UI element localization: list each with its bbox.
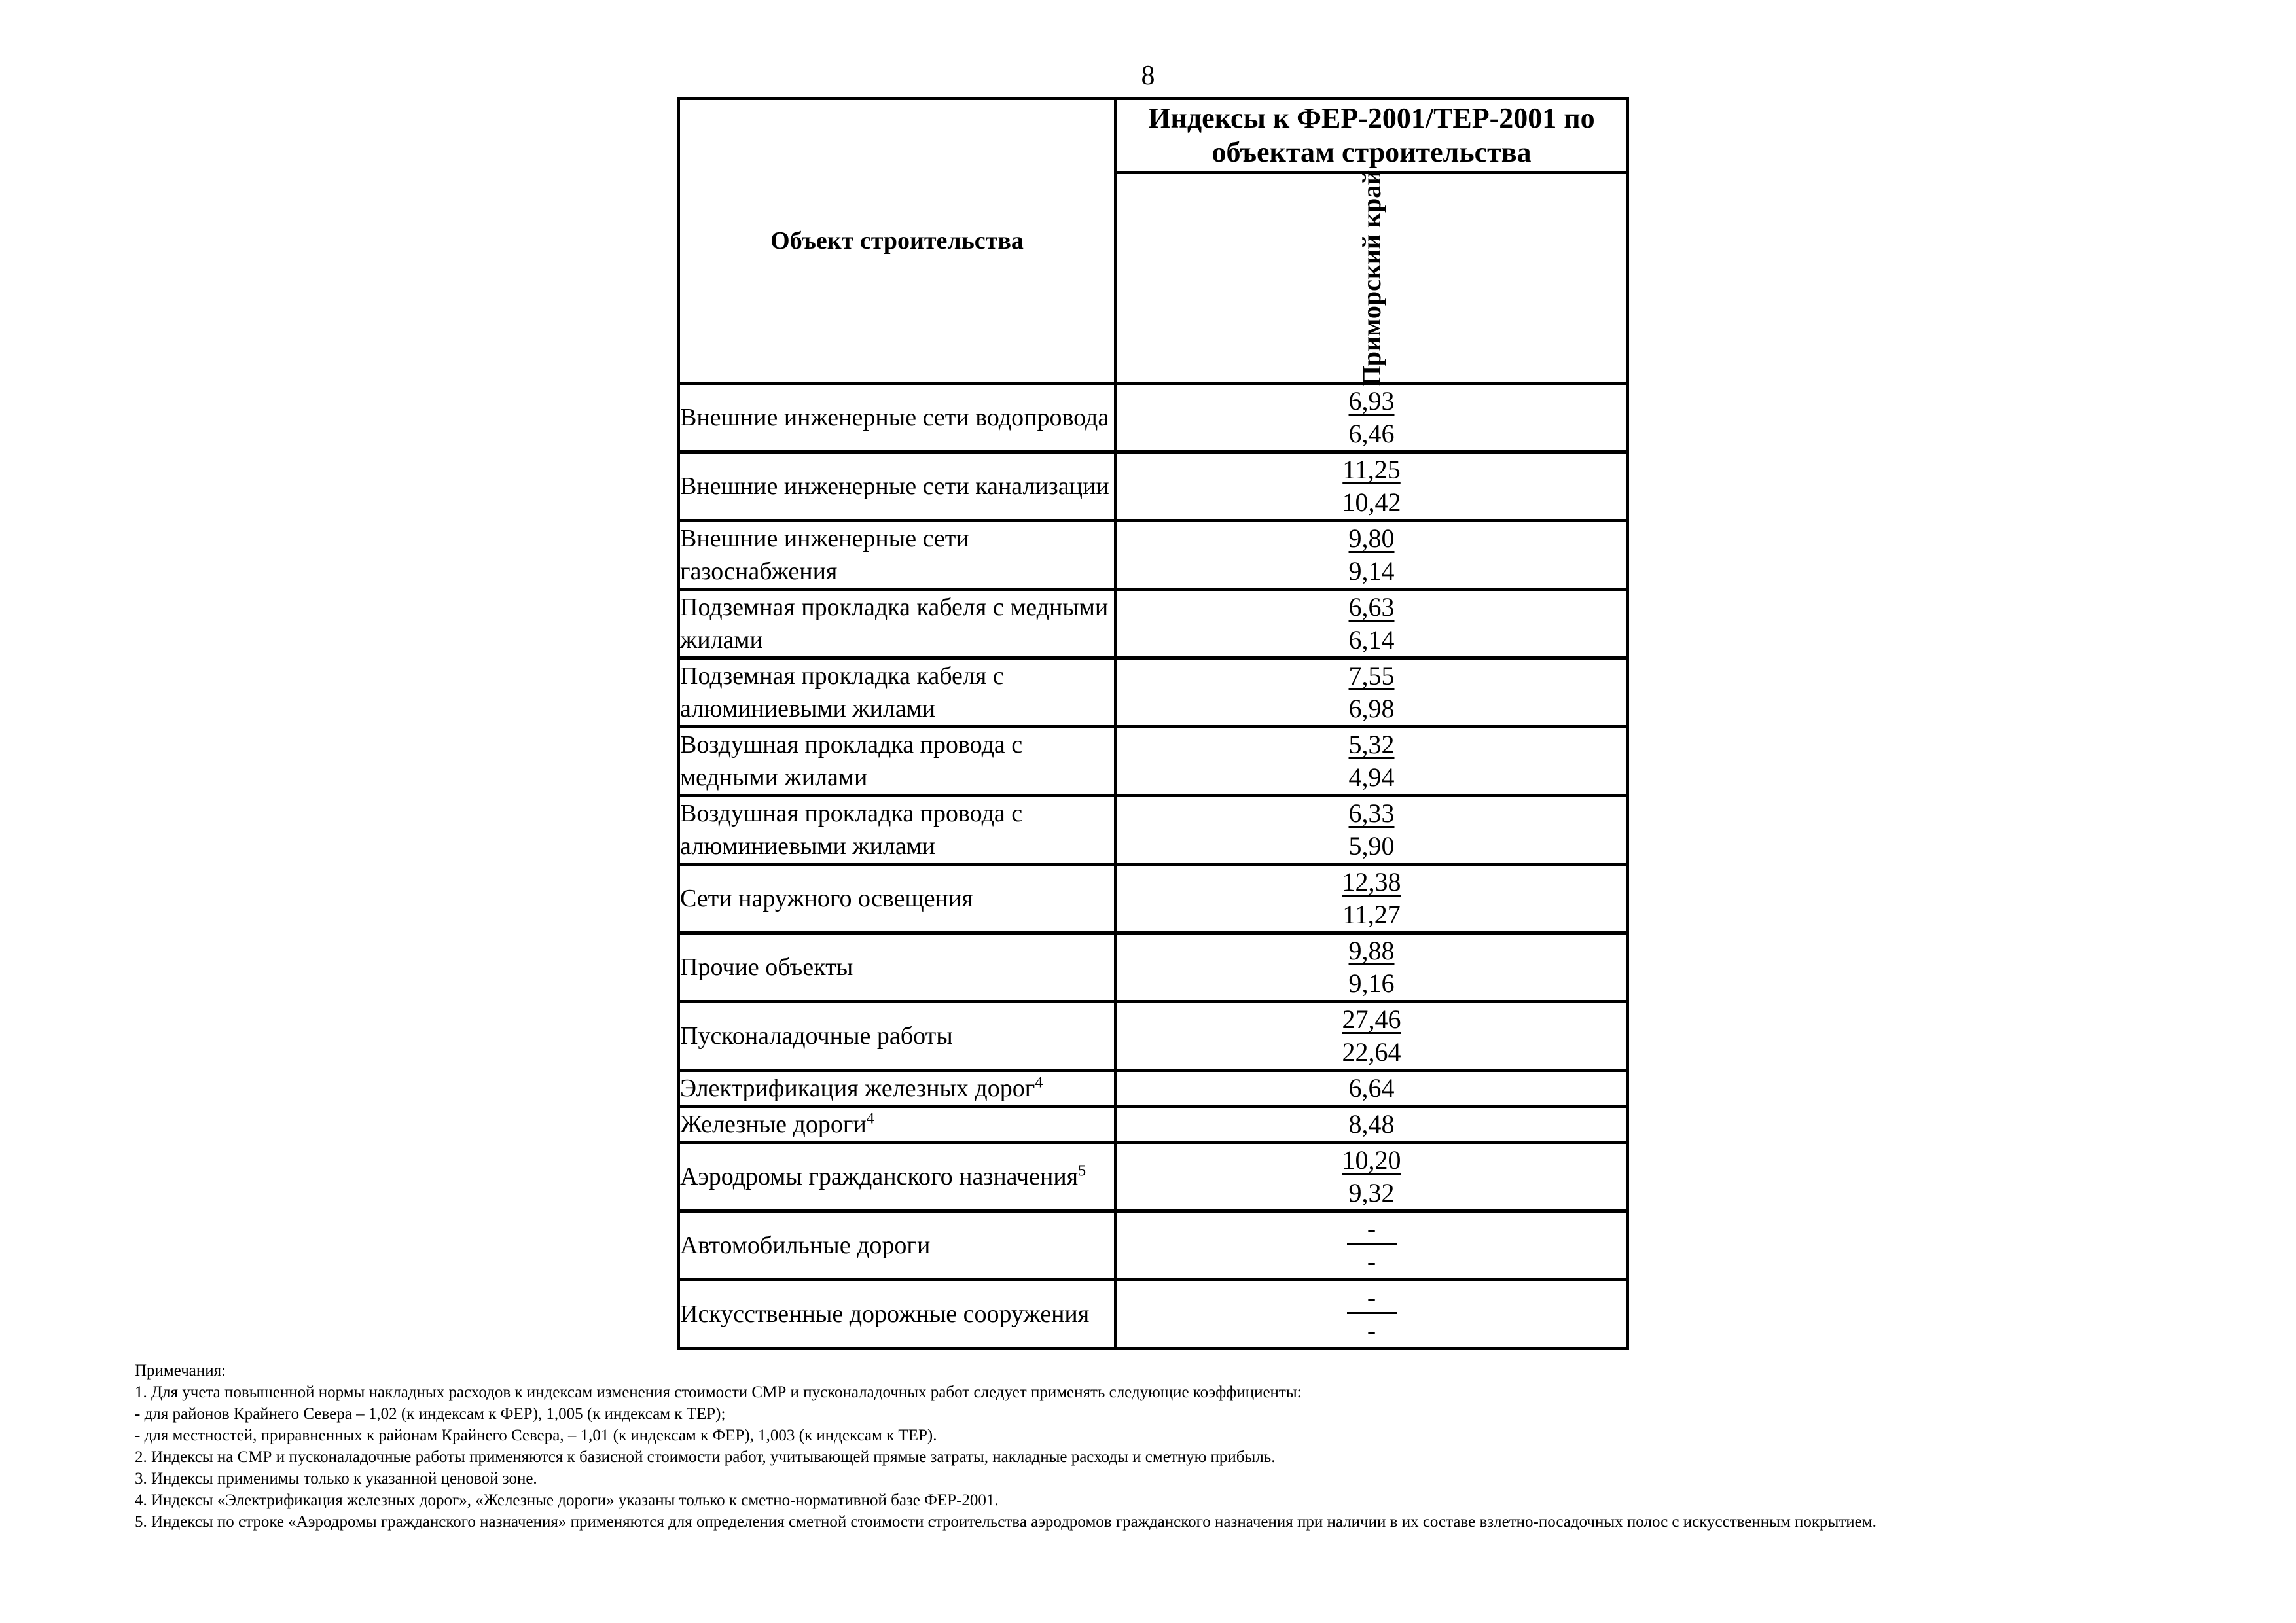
table-row	[679, 727, 1628, 796]
index-value-cell	[1116, 658, 1628, 727]
index-value-smr: 10,20	[1342, 1145, 1401, 1175]
notes-title: Примечания:	[135, 1362, 226, 1380]
object-name: Пусконаладочные работы	[680, 1022, 953, 1050]
index-value-other: 10,42	[1342, 488, 1401, 517]
index-value-smr: 7,55	[1348, 661, 1395, 690]
index-value-cell	[1116, 796, 1628, 865]
table-row	[679, 1211, 1628, 1280]
table-body	[679, 383, 1628, 1349]
object-name-cell	[679, 1280, 1116, 1349]
object-name: Сети наружного освещения	[680, 885, 973, 912]
object-name: Внешние инженерные сети газоснабжения	[680, 525, 969, 585]
index-value-cell	[1116, 521, 1628, 590]
object-name: Прочие объекты	[680, 954, 853, 981]
index-value-cell	[1116, 1280, 1628, 1349]
index-value-other: -	[1367, 1247, 1376, 1276]
index-value: 8,48	[1348, 1109, 1395, 1139]
index-value-other: 6,14	[1348, 625, 1395, 654]
index-value-cell	[1116, 865, 1628, 933]
index-value-smr: 11,25	[1342, 455, 1401, 484]
page-number: 8	[1141, 61, 1155, 91]
index-value-smr: 27,46	[1342, 1005, 1401, 1034]
table-row	[679, 1143, 1628, 1211]
header-region	[1116, 169, 1628, 386]
index-value-smr: 6,93	[1348, 386, 1395, 416]
index-value-other: 6,98	[1348, 694, 1395, 723]
object-name-cell	[679, 1211, 1116, 1280]
index-value-other: 6,46	[1348, 419, 1395, 448]
table-row	[679, 1280, 1628, 1349]
table-row	[679, 933, 1628, 1002]
object-name-cell	[679, 727, 1116, 796]
footnote-ref: 4	[1035, 1074, 1043, 1092]
table-row	[679, 521, 1628, 590]
index-value-cell	[1116, 1211, 1628, 1280]
note-line: 3. Индексы применимы только к указанной ценовой зоне.	[135, 1470, 537, 1488]
index-value-smr: -	[1347, 1215, 1397, 1245]
object-name: Внешние инженерные сети водопровода	[680, 404, 1109, 431]
table-row	[679, 1107, 1628, 1143]
object-name: Электрификация железных дорог	[680, 1075, 1035, 1102]
table-row	[679, 865, 1628, 933]
object-name-cell	[679, 1143, 1116, 1211]
object-name-cell	[679, 521, 1116, 590]
index-value-smr: 5,32	[1348, 730, 1395, 759]
index-value-other: 9,16	[1348, 969, 1395, 998]
index-value-smr: 6,33	[1348, 798, 1395, 828]
indices-table	[677, 97, 1629, 1350]
header-object: Объект строительства	[679, 99, 1116, 383]
notes	[135, 1360, 2229, 1533]
index-value-top-wrap	[1117, 1281, 1626, 1314]
table-row	[679, 658, 1628, 727]
note-line: 4. Индексы «Электрификация железных дорог», «Железные дороги» указаны только к сметно-нормативной базе ФЕР-2001.	[135, 1491, 999, 1509]
header-indices: Индексы к ФЕР-2001/ТЕР-2001 по объектам строительства	[1116, 99, 1628, 173]
index-value-other: 5,90	[1348, 831, 1395, 861]
index-value-cell	[1116, 1071, 1628, 1107]
object-name: Воздушная прокладка провода с алюминиевыми жилами	[680, 800, 1023, 860]
object-name-cell	[679, 865, 1116, 933]
index-value-cell	[1116, 1002, 1628, 1071]
index-value-cell	[1116, 933, 1628, 1002]
object-name: Железные дороги	[680, 1111, 867, 1138]
object-name-cell	[679, 796, 1116, 865]
footnote-ref: 5	[1078, 1162, 1086, 1180]
object-name: Подземная прокладка кабеля с алюминиевыми жилами	[680, 662, 1004, 722]
index-value-smr: -	[1347, 1283, 1397, 1314]
footnote-ref: 4	[866, 1110, 874, 1128]
index-value-cell	[1116, 1143, 1628, 1211]
object-name-cell	[679, 1002, 1116, 1071]
index-value-other: 4,94	[1348, 762, 1395, 792]
index-value-cell	[1116, 727, 1628, 796]
object-name: Автомобильные дороги	[680, 1232, 931, 1259]
index-value-smr: 12,38	[1342, 867, 1401, 897]
index-value-cell	[1116, 1107, 1628, 1143]
index-value-smr: 9,80	[1348, 524, 1395, 553]
table-row	[679, 452, 1628, 521]
object-name: Искусственные дорожные сооружения	[680, 1300, 1090, 1328]
table-row	[679, 1071, 1628, 1107]
index-value-smr: 6,63	[1348, 592, 1395, 622]
object-name-cell	[679, 452, 1116, 521]
region-label: Приморский край	[1356, 169, 1386, 386]
index-value-other: 9,32	[1348, 1178, 1395, 1207]
note-line: 2. Индексы на СМР и пусконаладочные работы применяются к базисной стоимости работ, учитывающей прямые затраты, накладные расходы и сметную прибыль.	[135, 1448, 1276, 1466]
index-value-smr: 9,88	[1348, 936, 1395, 965]
index-value: 6,64	[1348, 1073, 1395, 1103]
index-value-cell	[1116, 590, 1628, 658]
object-name: Внешние инженерные сети канализации	[680, 473, 1109, 500]
table-row	[679, 383, 1628, 452]
index-value-other: 9,14	[1348, 556, 1395, 586]
index-value-cell	[1116, 452, 1628, 521]
index-value-cell	[1116, 383, 1628, 452]
index-value-other: 11,27	[1342, 900, 1401, 929]
object-name-cell	[679, 1107, 1116, 1143]
index-value-top-wrap	[1117, 1213, 1626, 1245]
index-value-other: 22,64	[1342, 1037, 1401, 1067]
object-name-cell	[679, 383, 1116, 452]
note-line: 1. Для учета повышенной нормы накладных расходов к индексам изменения стоимости СМР и пусконаладочных работ следует применять следующие коэффициенты:	[135, 1383, 1302, 1401]
note-line: 5. Индексы по строке «Аэродромы гражданского назначения» применяются для определения сметной стоимости строительства аэродромов гражданского назначения при наличии в их составе взлетно-посадочных полос с искусственным покрытием.	[135, 1513, 1876, 1531]
object-name-cell	[679, 933, 1116, 1002]
table-row	[679, 590, 1628, 658]
index-value-other: -	[1367, 1315, 1376, 1345]
note-line: - для местностей, приравненных к районам Крайнего Севера, – 1,01 (к индексам к ФЕР), 1,003 (к индексам к ТЕР).	[135, 1427, 937, 1444]
object-name: Подземная прокладка кабеля с медными жилами	[680, 594, 1109, 654]
table-row	[679, 796, 1628, 865]
note-line: - для районов Крайнего Севера – 1,02 (к индексам к ФЕР), 1,005 (к индексам к ТЕР);	[135, 1405, 726, 1423]
object-name-cell	[679, 658, 1116, 727]
object-name-cell	[679, 590, 1116, 658]
object-name: Воздушная прокладка провода с медными жилами	[680, 731, 1023, 791]
object-name-cell	[679, 1071, 1116, 1107]
object-name: Аэродромы гражданского назначения	[680, 1163, 1079, 1190]
table-row	[679, 1002, 1628, 1071]
